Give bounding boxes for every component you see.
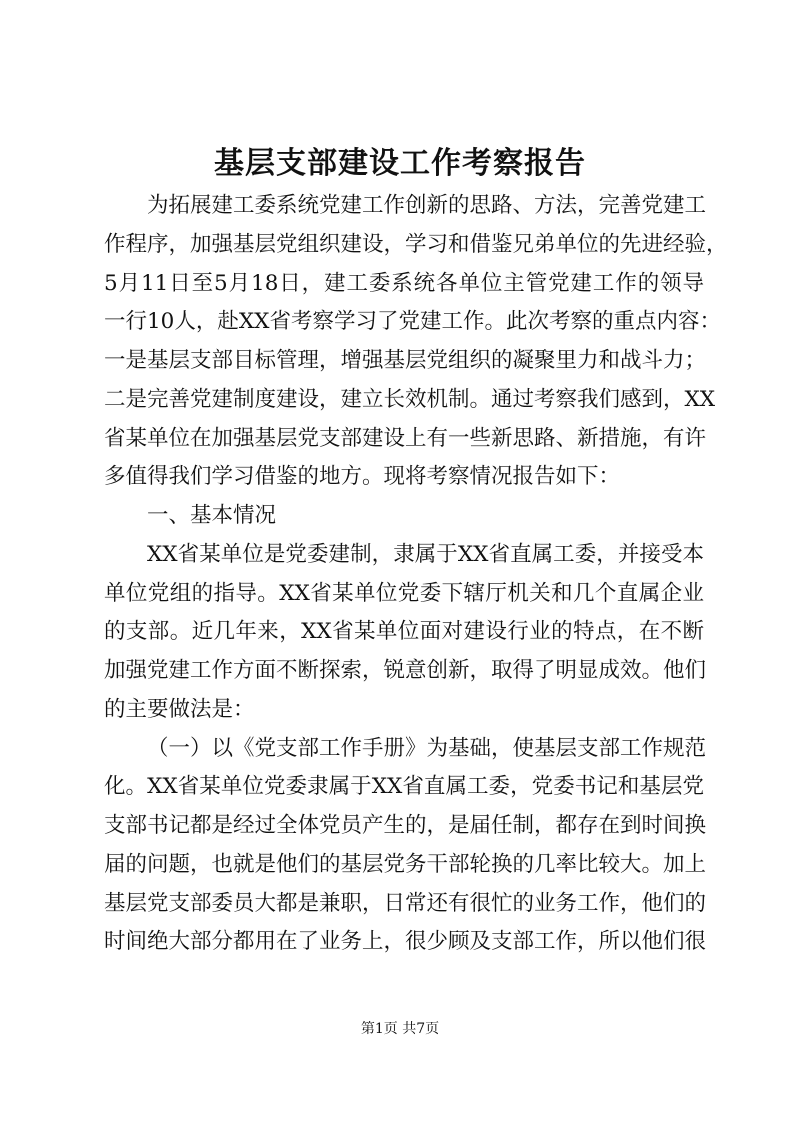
text-line: 一是基层支部目标管理，增强基层党组织的凝聚里力和战斗力； bbox=[104, 348, 707, 373]
text-line: 作程序，加强基层党组织建设，学习和借鉴兄弟单位的先进经验， bbox=[104, 231, 728, 257]
text-line: 一行10人，赴XX省考察学习了党建工作。此次考察的重点内容： bbox=[104, 309, 721, 335]
text-line: 的支部。近几年来，XX省某单位面对建设行业的特点，在不断 bbox=[104, 619, 704, 645]
document-body bbox=[104, 187, 728, 962]
text-line: 为拓展建工委系统党建工作创新的思路、方法，完善党建工 bbox=[147, 193, 707, 218]
text-line: 加强党建工作方面不断探索，锐意创新，取得了明显成效。他们 bbox=[104, 658, 707, 683]
text-line: 单位党组的指导。XX省某单位党委下辖厅机关和几个直属企业 bbox=[104, 580, 704, 606]
page-footer: 第1页 共7页 bbox=[360, 1021, 440, 1037]
text-line: 时间绝大部分都用在了业务上，很少顾及支部工作，所以他们很 bbox=[104, 929, 707, 955]
text-line: 化。XX省某单位党委隶属于XX省直属工委，党委书记和基层党 bbox=[104, 774, 704, 800]
text-line: 基层党支部委员大都是兼职，日常还有很忙的业务工作，他们的 bbox=[104, 890, 707, 916]
text-line: 的主要做法是： bbox=[104, 696, 255, 722]
text-line: （一）以《党支部工作手册》为基础，使基层支部工作规范 bbox=[147, 735, 707, 761]
text-line: 省某单位在加强基层党支部建设上有一些新思路、新措施，有许 bbox=[104, 425, 707, 451]
text-line: 支部书记都是经过全体党员产生的，是届任制，都存在到时间换 bbox=[104, 813, 707, 838]
text-line: 5月11日至5月18日，建工委系统各单位主管党建工作的领导 bbox=[104, 270, 704, 296]
text-line: 多值得我们学习借鉴的地方。现将考察情况报告如下： bbox=[104, 464, 621, 490]
text-line: 一、基本情况 bbox=[147, 503, 277, 528]
text-line: 届的问题，也就是他们的基层党务干部轮换的几率比较大。加上 bbox=[104, 851, 707, 877]
text-line: XX省某单位是党委建制，隶属于XX省直属工委，并接受本 bbox=[147, 541, 704, 567]
document-title: 基层支部建设工作考察报告 bbox=[214, 146, 586, 181]
text-line: 二是完善党建制度建设，建立长效机制。通过考察我们感到，XX bbox=[104, 386, 716, 412]
